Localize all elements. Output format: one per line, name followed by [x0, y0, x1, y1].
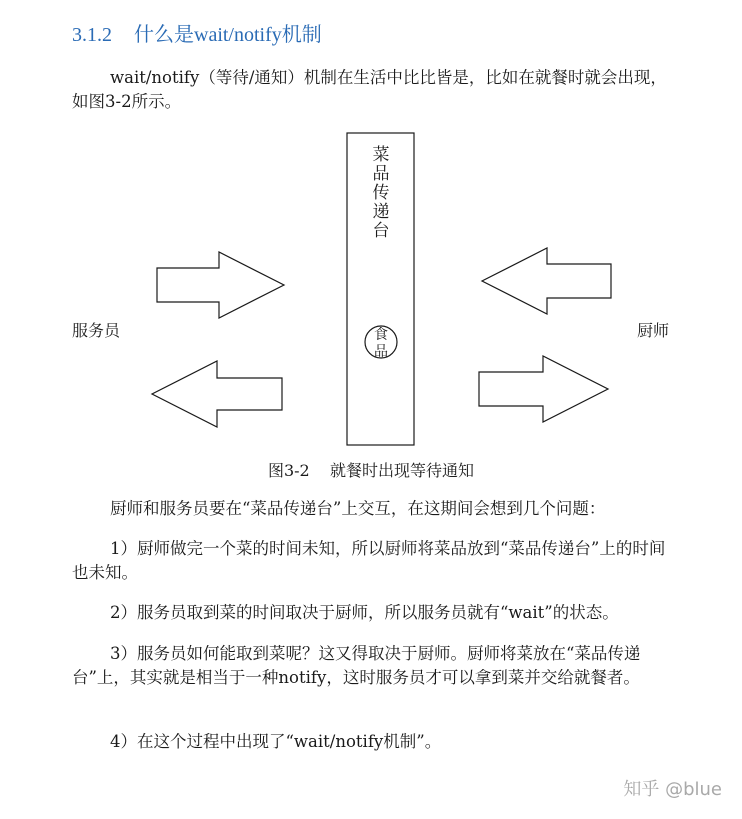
arrow-waiter-to-counter [157, 252, 284, 318]
point-1-paragraph: 1）厨师做完一个菜的时间未知，所以厨师将菜品放到“菜品传递台”上的时间也未知。 [72, 539, 666, 582]
arrow-counter-to-chef [482, 248, 611, 314]
point-3-paragraph: 3）服务员如何能取到菜呢？这又得取决于厨师。厨师将菜放在“菜品传递台”上，其实就是相当于一种notify，这时服务员才可以拿到菜并交给就餐者。 [72, 644, 641, 687]
watermark: 知乎 @blue [623, 779, 722, 800]
arrow-counter-to-waiter [152, 361, 282, 427]
section-title: 什么是wait/notify机制 [134, 24, 322, 46]
chef-label: 厨师 [637, 321, 670, 340]
point-2-paragraph: 2）服务员取到菜的时间取决于厨师，所以服务员就有“wait”的状态。 [110, 603, 619, 622]
point-4-paragraph: 4）在这个过程中出现了“wait/notify机制”。 [110, 732, 442, 751]
waiter-label: 服务员 [72, 321, 121, 340]
question-paragraph: 厨师和服务员要在“菜品传递台”上交互，在这期间会想到几个问题： [110, 499, 606, 518]
counter-label: 菜品传递台 [372, 145, 390, 241]
figure-caption: 图3-2 就餐时出现等待通知 [267, 461, 475, 480]
section-number: 3.1.2 [72, 24, 112, 46]
intro-paragraph: wait/notify（等待/通知）机制在生活中比比皆是，比如在就餐时就会出现，如图3-2所示。 [72, 68, 667, 111]
food-label: 食品 [374, 327, 388, 360]
figure-wait-notify [0, 128, 742, 458]
arrow-chef-to-counter [479, 356, 608, 422]
section-heading [72, 18, 322, 47]
